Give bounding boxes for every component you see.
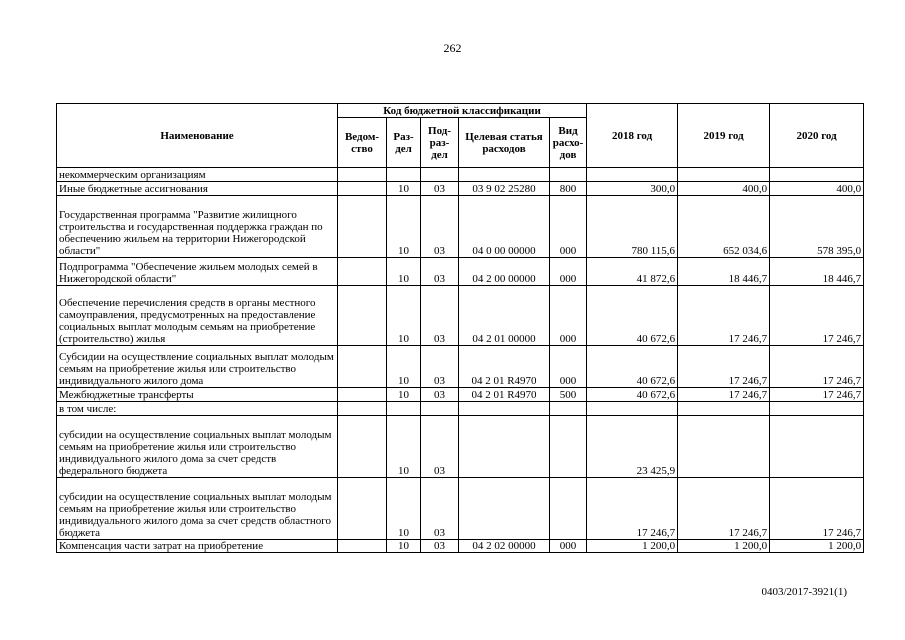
row-celevaya-statya xyxy=(459,478,550,540)
row-2020: 18 446,7 xyxy=(770,258,864,286)
row-2018: 300,0 xyxy=(587,182,678,196)
table-row xyxy=(57,478,864,540)
row-razdel xyxy=(387,402,421,416)
row-2020: 17 246,7 xyxy=(770,388,864,402)
row-vid-rashodov xyxy=(550,416,587,478)
row-2020 xyxy=(770,416,864,478)
table-row xyxy=(57,196,864,258)
row-vid-rashodov: 800 xyxy=(550,182,587,196)
row-podrazdel: 03 xyxy=(421,182,459,196)
row-2018: 40 672,6 xyxy=(587,286,678,346)
row-2018 xyxy=(587,168,678,182)
row-2019: 652 034,6 xyxy=(678,196,770,258)
row-celevaya-statya: 04 0 00 00000 xyxy=(459,196,550,258)
header-vid-rashodov: Вид расхо-дов xyxy=(550,118,587,168)
row-2020: 17 246,7 xyxy=(770,346,864,388)
row-razdel: 10 xyxy=(387,346,421,388)
row-vedomstvo xyxy=(338,196,387,258)
row-podrazdel xyxy=(421,168,459,182)
table-row xyxy=(57,346,864,388)
row-razdel: 10 xyxy=(387,388,421,402)
row-podrazdel: 03 xyxy=(421,196,459,258)
row-vid-rashodov: 000 xyxy=(550,196,587,258)
budget-table xyxy=(56,103,864,553)
row-podrazdel: 03 xyxy=(421,540,459,553)
row-2019 xyxy=(678,168,770,182)
row-2019: 17 246,7 xyxy=(678,346,770,388)
table-row xyxy=(57,416,864,478)
row-name: Межбюджетные трансферты xyxy=(57,388,338,402)
table-row xyxy=(57,182,864,196)
row-2019: 17 246,7 xyxy=(678,388,770,402)
row-2018: 17 246,7 xyxy=(587,478,678,540)
row-name: в том числе: xyxy=(57,402,338,416)
row-vedomstvo xyxy=(338,402,387,416)
row-name: Компенсация части затрат на приобретение xyxy=(57,540,338,553)
row-2018: 40 672,6 xyxy=(587,346,678,388)
row-2020: 400,0 xyxy=(770,182,864,196)
row-2019: 17 246,7 xyxy=(678,286,770,346)
row-vedomstvo xyxy=(338,388,387,402)
row-2019: 400,0 xyxy=(678,182,770,196)
row-vid-rashodov: 000 xyxy=(550,258,587,286)
row-2020: 1 200,0 xyxy=(770,540,864,553)
table-row xyxy=(57,168,864,182)
row-name: некоммерческим организациям xyxy=(57,168,338,182)
table-row xyxy=(57,388,864,402)
row-2018: 780 115,6 xyxy=(587,196,678,258)
table-row xyxy=(57,402,864,416)
row-name: субсидии на осуществление социальных выплат молодым семьям на приобретение жилья или строительство индивидуального жилого дома за счет средств федерального бюджета xyxy=(57,416,338,478)
header-name: Наименование xyxy=(57,104,338,168)
row-2019 xyxy=(678,416,770,478)
row-name: субсидии на осуществление социальных выплат молодым семьям на приобретение жилья или строительство индивидуального жилого дома за счет средств областного бюджета xyxy=(57,478,338,540)
row-2018: 41 872,6 xyxy=(587,258,678,286)
row-podrazdel: 03 xyxy=(421,258,459,286)
table-row xyxy=(57,540,864,553)
header-celevaya-statya: Целевая статья расходов xyxy=(459,118,550,168)
row-podrazdel xyxy=(421,402,459,416)
row-name: Государственная программа "Развитие жилищного строительства и государственная поддержка граждан по обеспечению жильем на территории Нижегородской области" xyxy=(57,196,338,258)
row-2019: 1 200,0 xyxy=(678,540,770,553)
table-row xyxy=(57,286,864,346)
row-2019: 18 446,7 xyxy=(678,258,770,286)
row-vid-rashodov xyxy=(550,168,587,182)
row-name: Иные бюджетные ассигнования xyxy=(57,182,338,196)
row-vedomstvo xyxy=(338,168,387,182)
row-podrazdel: 03 xyxy=(421,346,459,388)
row-2018: 40 672,6 xyxy=(587,388,678,402)
row-podrazdel: 03 xyxy=(421,286,459,346)
row-2020: 578 395,0 xyxy=(770,196,864,258)
row-razdel: 10 xyxy=(387,478,421,540)
row-2019: 17 246,7 xyxy=(678,478,770,540)
row-celevaya-statya xyxy=(459,168,550,182)
row-podrazdel: 03 xyxy=(421,478,459,540)
row-vedomstvo xyxy=(338,258,387,286)
table-row xyxy=(57,258,864,286)
row-razdel: 10 xyxy=(387,182,421,196)
document-code: 0403/2017-3921(1) xyxy=(761,586,847,598)
header-razdel: Раз-дел xyxy=(387,118,421,168)
row-podrazdel: 03 xyxy=(421,416,459,478)
row-celevaya-statya: 04 2 01 00000 xyxy=(459,286,550,346)
row-vid-rashodov xyxy=(550,478,587,540)
header-2018: 2018 год xyxy=(587,104,678,168)
row-razdel: 10 xyxy=(387,540,421,553)
header-2020: 2020 год xyxy=(770,104,864,168)
row-vedomstvo xyxy=(338,286,387,346)
header-podrazdel: Под-раз-дел xyxy=(421,118,459,168)
row-razdel: 10 xyxy=(387,258,421,286)
row-celevaya-statya: 04 2 01 R4970 xyxy=(459,346,550,388)
row-vedomstvo xyxy=(338,182,387,196)
row-razdel: 10 xyxy=(387,196,421,258)
table-body xyxy=(57,168,864,553)
row-vid-rashodov xyxy=(550,402,587,416)
row-celevaya-statya: 04 2 00 00000 xyxy=(459,258,550,286)
row-celevaya-statya xyxy=(459,416,550,478)
row-name: Подпрограмма "Обеспечение жильем молодых семей в Нижегородской области" xyxy=(57,258,338,286)
row-name: Субсидии на осуществление социальных выплат молодым семьям на приобретение жилья или строительство индивидуального жилого дома xyxy=(57,346,338,388)
row-vid-rashodov: 500 xyxy=(550,388,587,402)
row-2020: 17 246,7 xyxy=(770,286,864,346)
row-vid-rashodov: 000 xyxy=(550,286,587,346)
row-2019 xyxy=(678,402,770,416)
row-podrazdel: 03 xyxy=(421,388,459,402)
page-number: 262 xyxy=(443,41,462,55)
row-2020: 17 246,7 xyxy=(770,478,864,540)
row-2018 xyxy=(587,402,678,416)
row-2020 xyxy=(770,402,864,416)
row-razdel: 10 xyxy=(387,286,421,346)
row-2018: 23 425,9 xyxy=(587,416,678,478)
row-name: Обеспечение перечисления средств в органы местного самоуправления, предусмотренных на предоставление социальных выплат молодым семьям на приобретение (строительство) жилья xyxy=(57,286,338,346)
row-vedomstvo xyxy=(338,478,387,540)
row-razdel: 10 xyxy=(387,416,421,478)
header-vedomstvo: Ведом-ство xyxy=(338,118,387,168)
header-2019: 2019 год xyxy=(678,104,770,168)
row-razdel xyxy=(387,168,421,182)
row-vedomstvo xyxy=(338,346,387,388)
row-vedomstvo xyxy=(338,416,387,478)
row-celevaya-statya xyxy=(459,402,550,416)
header-budget-code: Код бюджетной классификации xyxy=(338,104,587,118)
row-vid-rashodov: 000 xyxy=(550,540,587,553)
row-celevaya-statya: 03 9 02 25280 xyxy=(459,182,550,196)
row-vedomstvo xyxy=(338,540,387,553)
table-header xyxy=(57,104,864,168)
row-2020 xyxy=(770,168,864,182)
row-2018: 1 200,0 xyxy=(587,540,678,553)
row-vid-rashodov: 000 xyxy=(550,346,587,388)
row-celevaya-statya: 04 2 02 00000 xyxy=(459,540,550,553)
row-celevaya-statya: 04 2 01 R4970 xyxy=(459,388,550,402)
